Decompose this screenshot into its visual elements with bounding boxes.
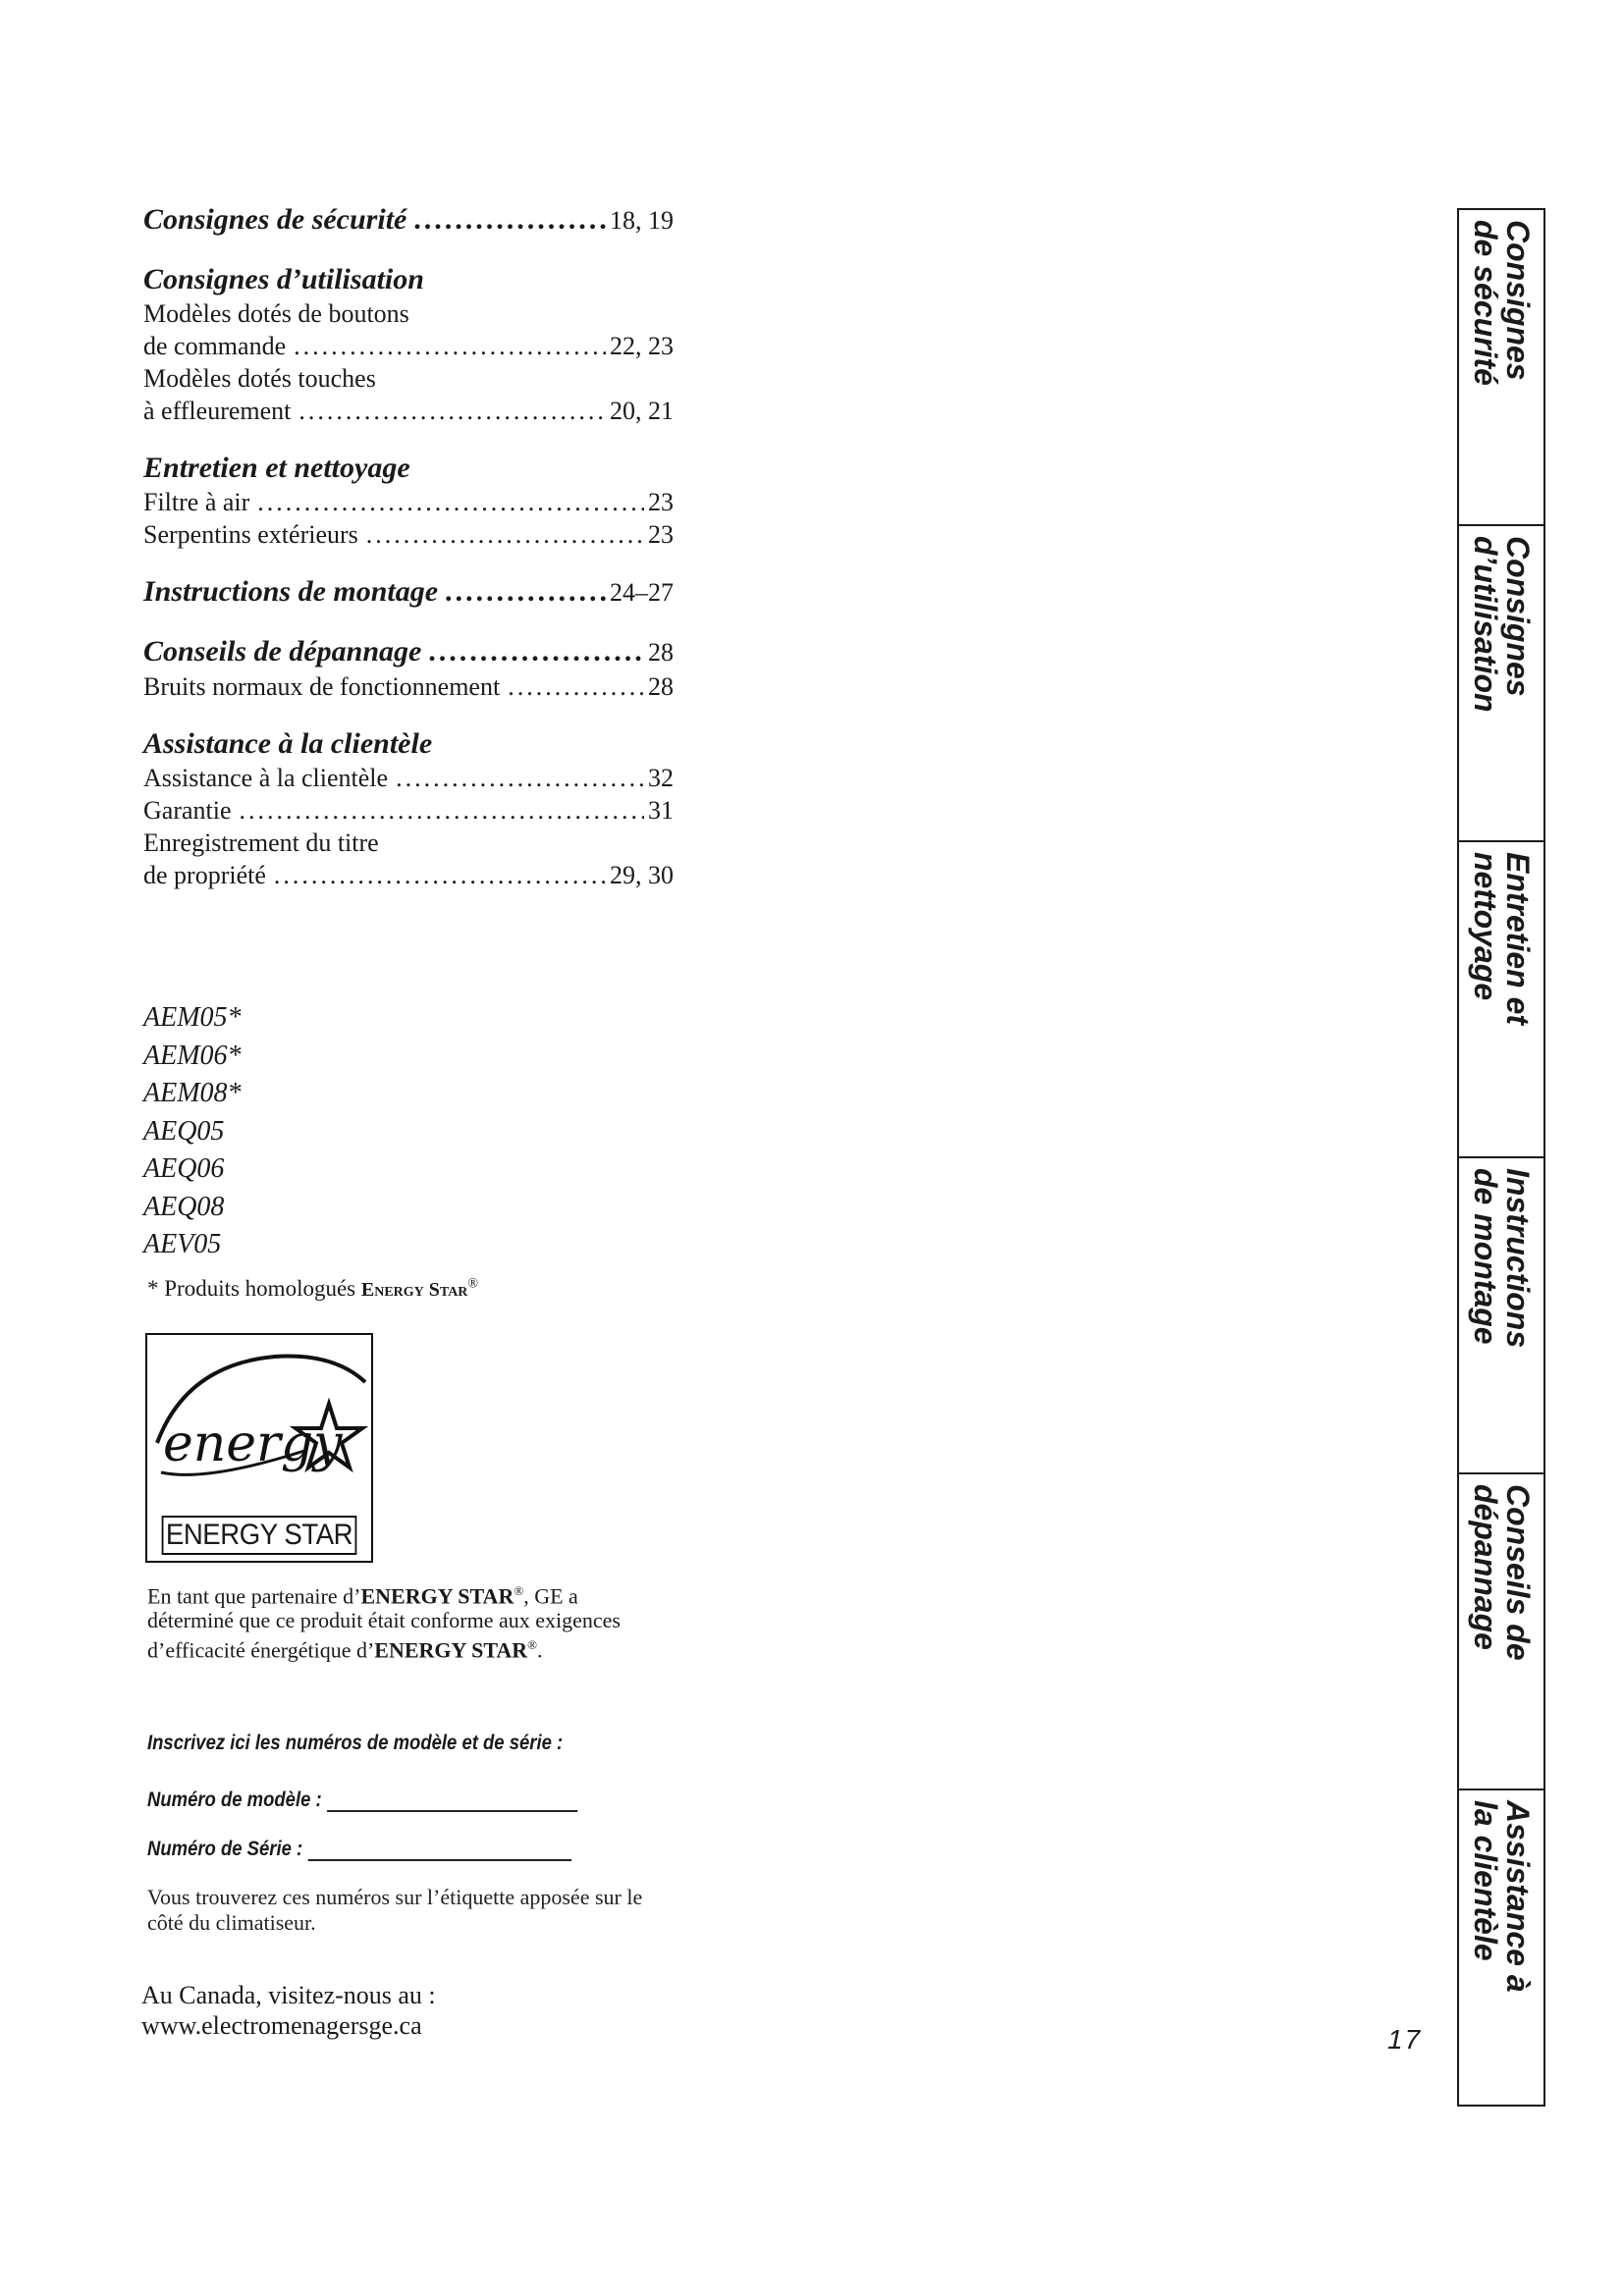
- entry-label: Assistance à la clientèle: [143, 764, 389, 792]
- serial-number-field[interactable]: [147, 1838, 571, 1861]
- tab-operating[interactable]: Consignes d’utilisation: [1459, 526, 1543, 842]
- model-number-label: Numéro de modèle :: [147, 1789, 322, 1811]
- toc-section-installation: [143, 574, 674, 611]
- toc-entry[interactable]: [143, 518, 674, 551]
- toc-section-title[interactable]: [143, 262, 674, 297]
- model-number: AEV05: [143, 1229, 222, 1259]
- model-number: AEM08*: [143, 1078, 242, 1108]
- page-ref: 29, 30: [610, 861, 674, 889]
- tab-troubleshooting[interactable]: Conseils de dépannage: [1459, 1474, 1543, 1790]
- tab-safety[interactable]: Consignes de sécurité: [1459, 210, 1543, 526]
- toc-entry[interactable]: [143, 670, 674, 703]
- energy-star-logo: [145, 1333, 373, 1563]
- website-link[interactable]: www.electromenagersge.ca: [141, 2011, 422, 2040]
- page-ref: 32: [648, 764, 674, 792]
- section-tabs: [1457, 208, 1545, 2107]
- model-number: AEM06*: [143, 1040, 242, 1071]
- toc-section-title[interactable]: [143, 574, 674, 611]
- model-number: AEQ06: [143, 1153, 225, 1184]
- page-number: 17: [1387, 2024, 1423, 2055]
- model-number: AEM05*: [143, 1002, 242, 1033]
- page-ref: 31: [648, 796, 674, 825]
- page-ref: 28: [648, 672, 674, 701]
- toc-section-title[interactable]: [143, 726, 674, 762]
- toc-section-title[interactable]: [143, 202, 674, 239]
- model-number: AEQ08: [143, 1191, 225, 1222]
- entry-label: de commande: [143, 332, 287, 360]
- toc-section-title[interactable]: [143, 451, 674, 486]
- section-title-text: Assistance à la clientèle: [143, 727, 433, 760]
- canada-visit-text: Au Canada, visitez-nous au :: [141, 1981, 436, 2009]
- section-title-text: Consignes de sécurité: [143, 203, 407, 236]
- entry-label: Bruits normaux de fonctionnement: [143, 672, 501, 701]
- table-of-contents: [143, 202, 674, 915]
- toc-entry[interactable]: [143, 330, 674, 362]
- entry-label: Serpentins extérieurs: [143, 520, 358, 549]
- toc-entry[interactable]: [143, 762, 674, 794]
- partner-statement: En tant que partenaire d’ENERGY STAR®, GE a déterminé que ce produit était conforme aux exigences d’efficacité énergétique d’ENERGY STAR®.: [147, 1583, 621, 1663]
- entry-label: Filtre à air: [143, 488, 250, 516]
- toc-entry[interactable]: [143, 859, 674, 891]
- model-number-field[interactable]: [147, 1789, 577, 1812]
- entry-line: Modèles dotés touches: [143, 364, 376, 393]
- toc-section-operating: [143, 262, 674, 427]
- entry-line: Enregistrement du titre: [143, 828, 379, 857]
- record-heading: Inscrivez ici les numéros de modèle et de série :: [147, 1732, 564, 1754]
- serial-number-label: Numéro de Série :: [147, 1838, 303, 1860]
- page-ref: 23: [648, 488, 674, 516]
- toc-section-customer-service: [143, 726, 674, 891]
- toc-entry[interactable]: [143, 794, 674, 827]
- page-ref: 23: [648, 520, 674, 549]
- logo-script-text: energy: [163, 1415, 343, 1473]
- page-ref: 28: [648, 638, 674, 667]
- toc-section-troubleshooting: [143, 634, 674, 703]
- model-number: AEQ05: [143, 1115, 225, 1147]
- page-ref: 24–27: [610, 578, 674, 607]
- entry-label: Garantie: [143, 796, 232, 825]
- section-title-text: Consignes d’utilisation: [143, 263, 424, 295]
- logo-caption: ENERGY STAR: [162, 1516, 357, 1555]
- model-list: [143, 999, 242, 1264]
- page-ref: 18, 19: [610, 206, 674, 235]
- tab-installation[interactable]: Instructions de montage: [1459, 1158, 1543, 1474]
- tab-customer-service[interactable]: Assistance à la clientèle: [1468, 1800, 1536, 1993]
- entry-line: Modèles dotés de boutons: [143, 299, 409, 328]
- entry-label: à effleurement: [143, 397, 292, 425]
- section-title-text: Entretien et nettoyage: [143, 452, 410, 484]
- entry-label: de propriété: [143, 861, 266, 889]
- energy-star-footnote: * Produits homologués Energy Star®: [147, 1276, 479, 1301]
- toc-entry[interactable]: [143, 395, 674, 427]
- toc-section-safety: [143, 202, 674, 239]
- energy-star-emblem-icon: [147, 1335, 371, 1512]
- toc-section-title[interactable]: [143, 634, 674, 670]
- serial-location-note: Vous trouverez ces numéros sur l’étiquette apposée sur le côté du climatiseur.: [147, 1885, 643, 1935]
- section-title-text: Conseils de dépannage: [143, 635, 422, 667]
- canada-contact: [141, 1980, 436, 2041]
- toc-section-care: [143, 451, 674, 551]
- page-ref: 22, 23: [610, 332, 674, 360]
- model-number-blank[interactable]: [327, 1789, 577, 1812]
- toc-entry[interactable]: [143, 486, 674, 518]
- tab-care-cleaning[interactable]: Entretien et nettoyage: [1459, 842, 1543, 1158]
- serial-number-blank[interactable]: [307, 1838, 570, 1861]
- section-title-text: Instructions de montage: [143, 575, 439, 608]
- page-ref: 20, 21: [610, 397, 674, 425]
